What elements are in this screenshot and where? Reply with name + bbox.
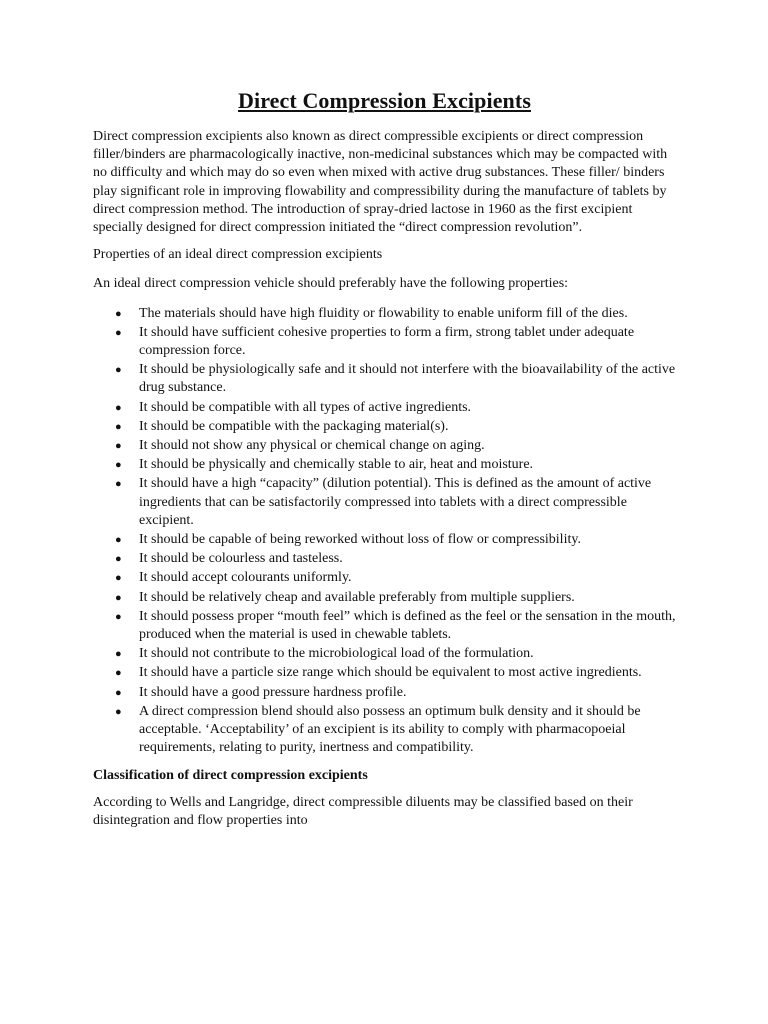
- property-list-item: [93, 645, 676, 663]
- document-title: Direct Compression Excipients: [238, 88, 531, 113]
- property-text: It should not contribute to the microbiological load of the formulation.: [139, 646, 534, 662]
- property-text: It should possess proper “mouth feel” which is defined as the feel or the sensation in the mouth, produced when the material is used in chewable tablets.: [139, 608, 676, 643]
- property-list-item: [93, 324, 676, 360]
- property-list-item: [93, 456, 676, 474]
- bullet-icon: ●: [115, 667, 122, 680]
- property-text: It should be capable of being reworked without loss of flow or compressibility.: [139, 532, 581, 548]
- intro-paragraph: Direct compression excipients also known as direct compressible excipients or direct compression filler/binders are pharmacologically inactive, non-medicinal substances which may be compacted with no difficulty and which may do so even when mixed with active drug substances. These filler/ binders play significant role in improving flowability and compressibility during the manufacture of tablets by direct compression method. The introduction of spray-dried lactose in 1960 as the first excipient specially designed for direct compression initiated the “direct compression revolution”.: [93, 129, 668, 236]
- property-list-item: [93, 589, 676, 607]
- properties-lead: An ideal direct compression vehicle should preferably have the following properties:: [93, 276, 569, 292]
- properties-heading: Properties of an ideal direct compression excipients: [93, 247, 383, 263]
- property-list-item: [93, 305, 676, 323]
- property-text: It should be compatible with all types of active ingredients.: [139, 399, 472, 415]
- property-text: It should be physically and chemically stable to air, heat and moisture.: [139, 457, 534, 473]
- property-list-item: [93, 418, 676, 436]
- bullet-icon: ●: [115, 440, 122, 453]
- bullet-icon: ●: [115, 534, 122, 547]
- classification-heading: Classification of direct compression excipients: [93, 767, 368, 783]
- property-text: It should accept colourants uniformly.: [139, 570, 352, 586]
- bullet-icon: ●: [115, 686, 122, 699]
- property-list-item: [93, 608, 676, 644]
- property-text: It should be physiologically safe and it should not interfere with the bioavailability of the active drug substance.: [139, 362, 676, 396]
- property-text: It should be compatible with the packaging material(s).: [139, 418, 449, 434]
- classification-paragraph: According to Wells and Langridge, direct compressible diluents may be classified based on their disintegration and flow properties into: [93, 794, 633, 828]
- bullet-icon: ●: [115, 478, 122, 491]
- property-list-item: [93, 475, 676, 530]
- property-text: It should have a good pressure hardness profile.: [139, 684, 407, 700]
- property-text: It should have sufficient cohesive properties to form a firm, strong tablet under adequate compression force.: [139, 324, 635, 359]
- bullet-icon: ●: [115, 591, 122, 604]
- bullet-icon: ●: [115, 401, 122, 414]
- property-list-item: [93, 361, 676, 397]
- property-list-item: [93, 569, 676, 587]
- property-text: A direct compression blend should also possess an optimum bulk density and it should be acceptable. ‘Acceptability’ of an excipient is its ability to comply with pharmacopoeial requirements, relating to purity, inertness and compatibility.: [139, 703, 641, 756]
- property-text: It should not show any physical or chemical change on aging.: [139, 438, 485, 454]
- bullet-icon: ●: [115, 572, 122, 585]
- property-list-item: [93, 399, 676, 417]
- bullet-icon: ●: [115, 326, 122, 339]
- property-text: It should be relatively cheap and available preferably from multiple suppliers.: [139, 589, 575, 605]
- bullet-icon: ●: [115, 705, 122, 718]
- property-list-item: [93, 664, 676, 682]
- property-list-item: [93, 437, 676, 455]
- bullet-icon: ●: [115, 420, 122, 433]
- property-list-item: [93, 684, 676, 702]
- bullet-icon: ●: [115, 459, 122, 472]
- property-text: It should have a high “capacity” (dilution potential). This is defined as the amount of active ingredients that can be satisfactorily compressed into tablets with a direct compressible excipient.: [139, 476, 652, 528]
- bullet-icon: ●: [115, 307, 122, 320]
- property-text: The materials should have high fluidity or flowability to enable uniform fill of the dies.: [139, 305, 628, 321]
- bullet-icon: ●: [115, 364, 122, 377]
- property-list-item: [93, 550, 676, 568]
- properties-list: [93, 305, 676, 758]
- bullet-icon: ●: [115, 648, 122, 661]
- bullet-icon: ●: [115, 610, 122, 623]
- bullet-icon: ●: [115, 553, 122, 566]
- property-list-item: [93, 703, 676, 758]
- property-list-item: [93, 531, 676, 549]
- property-text: It should have a particle size range which should be equivalent to most active ingredients.: [139, 665, 642, 681]
- property-text: It should be colourless and tasteless.: [139, 551, 343, 567]
